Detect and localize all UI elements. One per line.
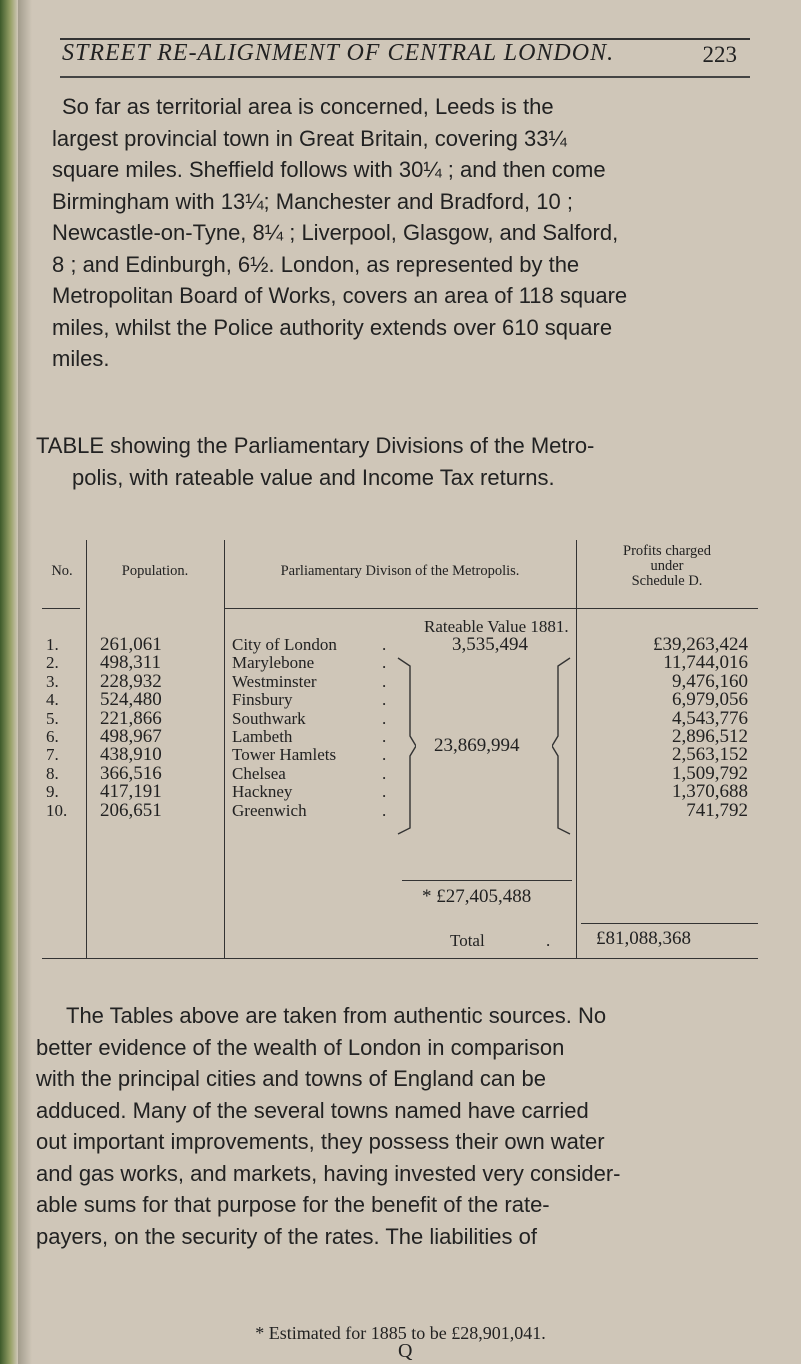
text-line: miles, whilst the Police authority extends over 610 square [52, 314, 613, 340]
row-profits: 1,509,792 [672, 762, 748, 784]
table-title [36, 430, 756, 493]
header-profits-line: Schedule D. [631, 573, 703, 589]
row-population: 221,866 [100, 707, 162, 729]
text-line: So far as territorial area is concerned, Leeds is the [62, 94, 554, 119]
row-population: 498,311 [100, 652, 162, 674]
gutter-shadow [18, 0, 32, 1364]
text-line: Birmingham with 13¼; Manchester and Bradford, 10 ; [52, 188, 573, 214]
row-population: 366,516 [100, 762, 162, 784]
row-profits: 2,896,512 [672, 726, 748, 748]
page-number: 223 [702, 42, 737, 67]
column-rule [576, 540, 577, 958]
row-population: 524,480 [100, 689, 162, 711]
leader-dots: . . . . . . . . . . [382, 635, 387, 820]
row-no: 7. [46, 745, 59, 765]
row-profits: 1,370,688 [672, 781, 748, 803]
row-no: 6. [46, 727, 59, 747]
total-rule [581, 923, 758, 924]
row-no: 2. [46, 653, 59, 673]
row-division: Westminster [232, 671, 317, 691]
row-no: 8. [46, 763, 59, 783]
row-no: 5. [46, 708, 59, 728]
text-line: out important improvements, they possess their own water [36, 1129, 605, 1154]
book-binding-edge [0, 0, 18, 1364]
row-division: Hackney [232, 782, 293, 802]
row-profits: 2,563,152 [672, 744, 748, 766]
right-brace-icon [552, 656, 574, 836]
running-title: STREET RE-ALIGNMENT OF CENTRAL LONDON. [62, 40, 615, 66]
row-division: Southwark [232, 708, 306, 728]
row-division: Lambeth [232, 727, 293, 747]
header-rule-bottom [60, 76, 750, 78]
estimated-total: * £27,405,488 [422, 886, 532, 907]
parliamentary-divisions-table [38, 540, 758, 960]
profits-column [588, 636, 748, 820]
left-brace-icon [394, 656, 416, 836]
row-population: 206,651 [100, 799, 162, 821]
text-line: 8 ; and Edinburgh, 6½. London, as represented by the [52, 251, 580, 277]
text-line: Metropolitan Board of Works, covers an area of 118 square [52, 283, 628, 308]
row-division: Finsbury [232, 690, 293, 710]
grand-total: £81,088,368 [596, 928, 691, 949]
row-population: 498,967 [100, 726, 162, 748]
row-division: Marylebone [232, 653, 315, 673]
closing-paragraph [36, 1000, 756, 1252]
row-profits: 11,744,016 [663, 652, 748, 674]
header-population: Population. [121, 563, 189, 579]
row-no: 10. [46, 800, 68, 820]
row-population: 228,932 [100, 670, 162, 692]
header-division: Parliamentary Divison of the Metropolis. [280, 563, 520, 579]
footnote: * Estimated for 1885 to be £28,901,041. [255, 1323, 546, 1343]
row-division: City of London [232, 635, 337, 654]
header-no: No. [51, 563, 73, 579]
row-no: 9. [46, 782, 59, 802]
text-line: square miles. Sheffield follows with 30¼ ; and then come [52, 157, 606, 182]
row-profits: 9,476,160 [672, 670, 748, 692]
city-rateable-value: 3,535,494 [452, 634, 528, 655]
header-profits-line: under [650, 558, 684, 574]
intro-paragraph [52, 91, 742, 375]
total-label: Total [450, 931, 485, 950]
row-profits: 6,979,056 [672, 689, 748, 711]
text-line: miles. [52, 346, 110, 371]
header-rule [42, 608, 80, 609]
header-rule [224, 608, 758, 609]
row-population: 261,061 [100, 634, 162, 655]
total-dot: . [546, 931, 551, 950]
text-line: and gas works, and markets, having invested very consider- [36, 1160, 621, 1186]
row-population: 417,191 [100, 781, 162, 803]
row-profits: £39,263,424 [653, 634, 748, 655]
column-rule [224, 540, 225, 958]
division-column [232, 636, 337, 820]
running-header [62, 40, 737, 80]
column-rule [86, 540, 87, 958]
row-profits: 4,543,776 [672, 707, 748, 729]
row-division: Greenwich [232, 800, 307, 820]
table-title-line: TABLE showing the Parliamentary Divisions of the Metro- [36, 433, 595, 458]
text-line: Newcastle-on-Tyne, 8¼ ; Liverpool, Glasgow, and Salford, [52, 220, 619, 245]
table-bottom-rule [42, 958, 758, 959]
no-column [46, 636, 80, 820]
header-profits [576, 544, 758, 589]
row-profits: 741,792 [686, 799, 748, 821]
table-title-line: polis, with rateable value and Income Tax returns. [72, 464, 555, 490]
text-line: payers, on the security of the rates. The liabilities of [36, 1223, 537, 1249]
group-rateable-value: 23,869,994 [434, 735, 520, 756]
text-line: largest provincial town in Great Britain, covering 33¼ [52, 125, 567, 151]
text-line: adduced. Many of the several towns named have carried [36, 1097, 589, 1123]
text-line: The Tables above are taken from authentic sources. No [66, 1003, 607, 1028]
row-no: 4. [46, 690, 59, 710]
population-column [100, 636, 162, 820]
header-profits-line: Profits charged [623, 543, 711, 559]
text-line: able sums for that purpose for the benefit of the rate- [36, 1192, 550, 1217]
row-population: 438,910 [100, 744, 162, 766]
text-line: better evidence of the wealth of London in comparison [36, 1034, 565, 1060]
rateable-heading: Rateable Value 1881. [424, 617, 569, 636]
row-no: 3. [46, 671, 59, 691]
text-line: with the principal cities and towns of England can be [36, 1066, 546, 1091]
signature-mark: Q [398, 1340, 413, 1362]
row-division: Chelsea [232, 763, 286, 783]
row-no: 1. [46, 635, 59, 654]
row-division: Tower Hamlets [232, 745, 337, 765]
subtotal-rule [402, 880, 572, 881]
